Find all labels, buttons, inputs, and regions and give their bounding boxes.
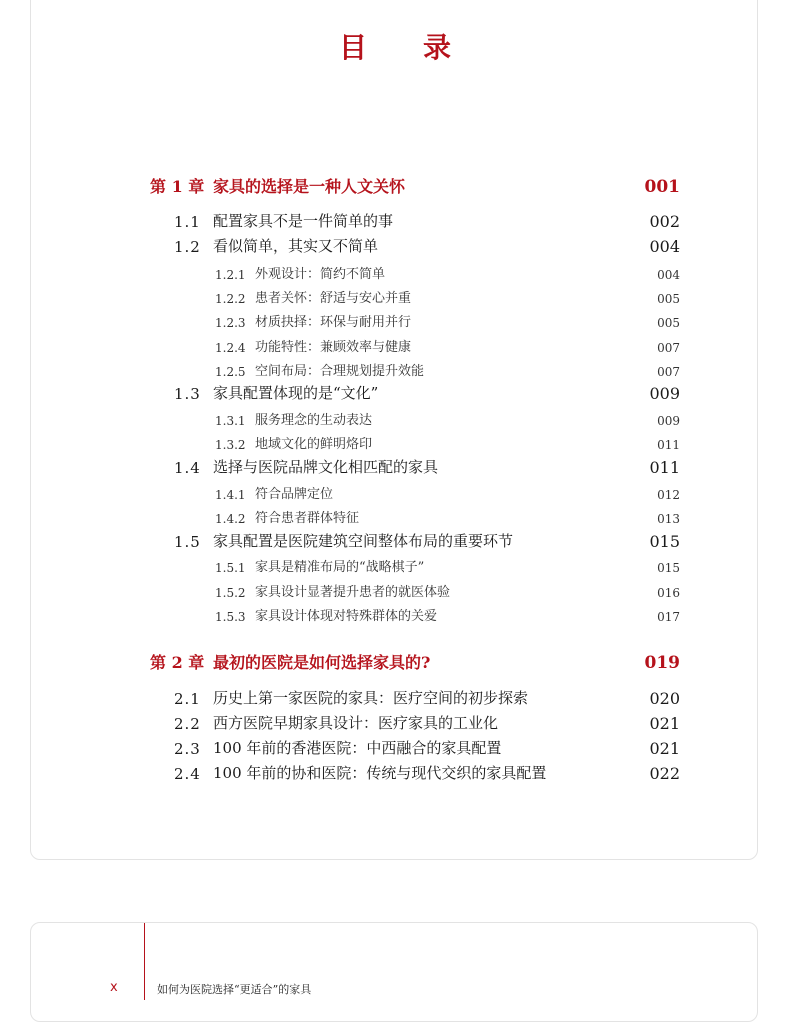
toc-subsection-title: 外观设计：简约不简单 [255,267,386,282]
toc-section-number: 1.4 [174,459,201,477]
toc-subsection-page: 013 [657,512,680,526]
toc-section-page: 021 [649,714,680,733]
next-page-card [30,922,758,1022]
toc-section[interactable] [0,530,790,554]
toc-section[interactable] [0,235,790,259]
toc-subsection-title: 符合品牌定位 [255,487,334,502]
toc-section-title: 选择与医院品牌文化相匹配的家具 [213,458,439,476]
toc-subsection[interactable] [0,285,790,309]
toc-subsection-number: 1.2.5 [215,365,246,379]
toc-subsection[interactable] [0,579,790,603]
toc-section[interactable] [0,687,790,711]
toc-section-title: 家具配置体现的是“文化” [213,384,379,402]
toc-subsection-title: 地域文化的鲜明烙印 [255,437,373,452]
toc-subsection-page: 012 [657,488,680,502]
toc-section-page: 020 [649,689,680,708]
toc-chapter-title: 最初的医院是如何选择家具的? [213,653,431,672]
toc-subsection-number: 1.3.2 [215,438,246,452]
toc-subsection-page: 007 [657,341,680,355]
toc-subsection-number: 1.4.2 [215,512,246,526]
toc-subsection-title: 空间布局：合理规划提升效能 [255,364,425,379]
toc-subsection-number: 1.4.1 [215,488,246,502]
toc-subsection[interactable] [0,407,790,431]
footer-page-number: x [110,980,118,995]
toc-subsection-title: 服务理念的生动表达 [255,413,373,428]
toc-section-number: 1.1 [174,213,201,231]
toc-section-number: 2.3 [174,740,201,758]
toc-section-page: 011 [649,458,680,477]
toc-subsection[interactable] [0,431,790,455]
toc-subsection-page: 005 [657,316,680,330]
toc-section-title: 100 年前的香港医院：中西融合的家具配置 [213,739,502,757]
toc-section-page: 002 [649,212,680,231]
toc-subsection-page: 005 [657,292,680,306]
toc-section[interactable] [0,210,790,234]
toc-section-page: 022 [649,764,680,783]
toc-subsection-number: 1.5.1 [215,561,246,575]
toc-section[interactable] [0,456,790,480]
toc-subsection-number: 1.2.4 [215,341,246,355]
toc-section-title: 家具配置是医院建筑空间整体布局的重要环节 [213,532,514,550]
toc-section-page: 015 [649,532,680,551]
page-title-char-2: 录 [423,31,452,64]
toc-section-number: 2.1 [174,690,201,708]
toc-section[interactable] [0,737,790,761]
toc-subsection-title: 符合患者群体特征 [255,511,360,526]
toc-subsection-page: 009 [657,414,680,428]
toc-subsection[interactable] [0,505,790,529]
toc-section-title: 配置家具不是一件简单的事 [213,212,394,230]
toc-section[interactable] [0,382,790,406]
toc-subsection-title: 家具设计显著提升患者的就医体验 [255,585,451,600]
toc-section-number: 1.2 [174,238,201,256]
toc-subsection-page: 016 [657,586,680,600]
toc-subsection[interactable] [0,358,790,382]
toc-subsection-page: 004 [657,268,680,282]
toc-subsection-title: 家具设计体现对特殊群体的关爱 [255,609,438,624]
toc-chapter[interactable] [0,652,790,676]
toc-chapter-number: 第 2 章 [150,653,205,672]
footer-divider [144,923,145,1000]
toc-chapter-page: 019 [644,653,680,673]
toc-subsection-title: 材质抉择：环保与耐用并行 [255,315,412,330]
toc-subsection-page: 017 [657,610,680,624]
page-title-char-1: 目 [338,31,367,64]
toc-subsection-number: 1.5.3 [215,610,246,624]
footer-book-title: 如何为医院选择“更适合”的家具 [157,983,312,996]
toc-section-title: 看似简单，其实又不简单 [213,237,379,255]
toc-section[interactable] [0,762,790,786]
toc-subsection-page: 011 [657,438,680,452]
toc-subsection-number: 1.3.1 [215,414,246,428]
toc-chapter-number: 第 1 章 [150,177,205,196]
toc-section-page: 021 [649,739,680,758]
toc-subsection-number: 1.5.2 [215,586,246,600]
toc-subsection-title: 患者关怀：舒适与安心并重 [255,291,412,306]
toc-subsection[interactable] [0,554,790,578]
toc-section-title: 历史上第一家医院的家具：医疗空间的初步探索 [213,689,529,707]
toc-chapter[interactable] [0,176,790,200]
toc-subsection-title: 家具是精准布局的“战略棋子” [255,560,425,575]
toc-subsection[interactable] [0,334,790,358]
toc-chapter-title: 家具的选择是一种人文关怀 [213,177,406,196]
toc-section-page: 004 [649,237,680,256]
toc-subsection-page: 007 [657,365,680,379]
toc-chapter-page: 001 [644,177,680,197]
toc-subsection-number: 1.2.1 [215,268,246,282]
toc-section-page: 009 [649,384,680,403]
toc-section-title: 西方医院早期家具设计：医疗家具的工业化 [213,714,499,732]
toc-section-number: 1.5 [174,533,201,551]
toc-section-number: 1.3 [174,385,201,403]
toc-section-number: 2.2 [174,715,201,733]
toc-subsection-title: 功能特性：兼顾效率与健康 [255,340,412,355]
toc-section-number: 2.4 [174,765,201,783]
toc-subsection[interactable] [0,481,790,505]
toc-section[interactable] [0,712,790,736]
toc-subsection[interactable] [0,603,790,627]
toc-section-title: 100 年前的协和医院：传统与现代交织的家具配置 [213,764,547,782]
toc-subsection[interactable] [0,309,790,333]
toc-subsection-number: 1.2.3 [215,316,246,330]
toc-subsection-number: 1.2.2 [215,292,246,306]
toc-subsection[interactable] [0,261,790,285]
toc-subsection-page: 015 [657,561,680,575]
